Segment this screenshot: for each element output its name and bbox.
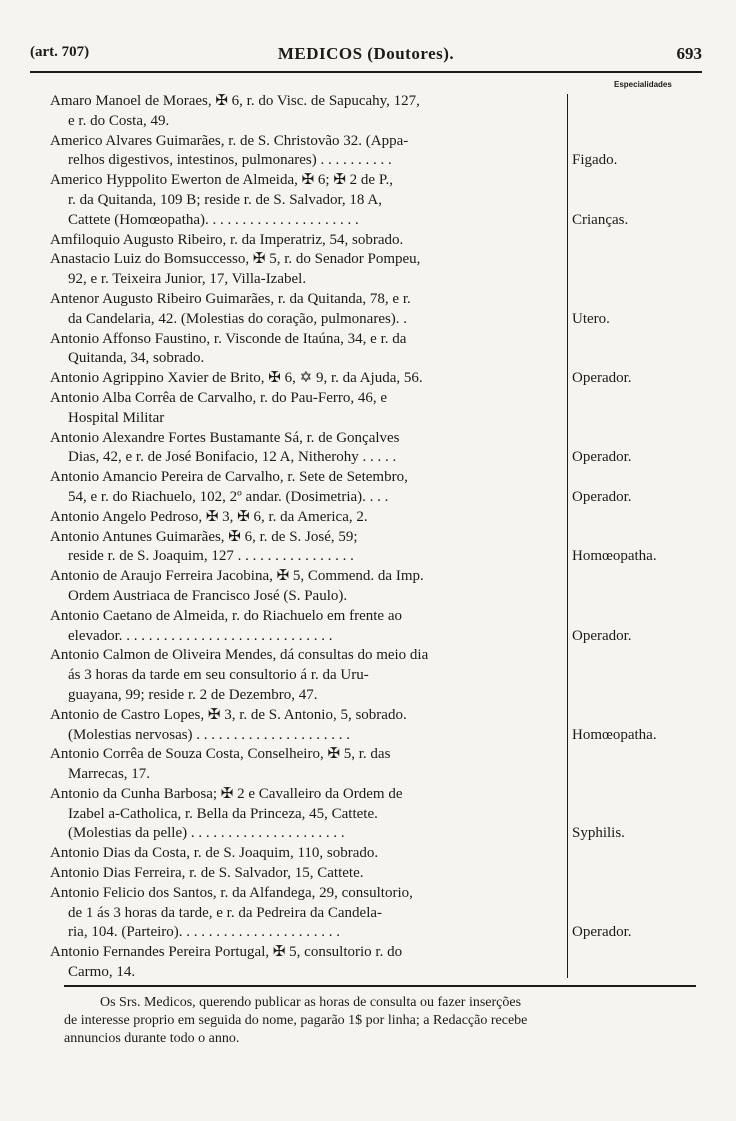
entry-specialty: Operador. [572, 627, 632, 644]
entry-text [50, 369, 566, 389]
page-number: 693 [676, 44, 702, 63]
entry-specialty: Operador. [572, 370, 632, 387]
directory-entry [50, 250, 710, 290]
entry-text [50, 844, 566, 864]
entry-line: Americo Alvares Guimarães, r. de S. Christovão 32. (Appa- [50, 132, 409, 149]
entry-text [50, 607, 566, 647]
directory-entry [50, 943, 710, 983]
directory-entry [50, 864, 710, 884]
entry-line: ás 3 horas da tarde em seu consultorio á r. da Uru- [68, 667, 369, 684]
entry-text [50, 330, 566, 370]
entry-line: Antonio Angelo Pedroso, ✠ 3, ✠ 6, r. da America, 2. [50, 508, 368, 525]
entry-line: Cattete (Homœopatha). . . . . . . . . . . . . . . . . . . . . [68, 211, 359, 228]
footer-note-line: de interesse proprio em seguida do nome, pagarão 1$ por linha; a Redacção recebe [64, 1013, 528, 1028]
entry-line: e r. do Costa, 49. [68, 112, 170, 129]
entry-line: Antonio Dias Ferreira, r. de S. Salvador, 15, Cattete. [50, 865, 364, 882]
entry-text [50, 884, 566, 943]
entry-line: Antonio Corrêa de Souza Costa, Conselheiro, ✠ 5, r. das [50, 746, 391, 763]
entry-text [50, 132, 566, 172]
entry-line: Izabel a-Catholica, r. Bella da Princeza, 45, Cattete. [68, 805, 378, 822]
entry-text [50, 745, 566, 785]
directory-entry [50, 646, 710, 705]
entry-line: Antonio da Cunha Barbosa; ✠ 2 e Cavalleiro da Ordem de [50, 785, 403, 802]
entry-text [50, 429, 566, 469]
page-header [30, 44, 702, 68]
entry-line: Amaro Manoel de Moraes, ✠ 6, r. do Visc. de Sapucahy, 127, [50, 93, 420, 109]
entry-specialty: Utero. [572, 310, 610, 327]
entry-line: 54, e r. do Riachuelo, 102, 2º andar. (Dosimetria). . . . [68, 488, 389, 505]
directory-entry [50, 171, 710, 230]
entry-text [50, 646, 566, 705]
entry-specialty: Homœopatha. [572, 726, 657, 743]
entry-text [50, 171, 566, 230]
directory-entry [50, 389, 710, 429]
entry-specialty: Syphilis. [572, 825, 625, 842]
entry-text [50, 528, 566, 568]
entry-text [50, 389, 566, 429]
entry-text [50, 864, 566, 884]
entry-specialty: Crianças. [572, 211, 629, 228]
entry-line: elevador. . . . . . . . . . . . . . . . . . . . . . . . . . . . . [68, 627, 333, 644]
article-reference: (art. 707) [30, 44, 90, 60]
entry-line: Antonio Dias da Costa, r. de S. Joaquim, 110, sobrado. [50, 845, 379, 862]
directory-entry [50, 132, 710, 172]
footer-note-line: annuncios durante todo o anno. [64, 1031, 240, 1046]
footer-note [64, 994, 704, 1048]
entry-specialty: Operador. [572, 488, 632, 505]
entry-line: de 1 ás 3 horas da tarde, e r. da Pedreira da Candela- [68, 904, 383, 921]
directory-entry [50, 92, 710, 132]
directory-entry [50, 567, 710, 607]
entry-line: Antonio Felicio dos Santos, r. da Alfandega, 29, consultorio, [50, 884, 413, 901]
entry-text [50, 231, 566, 251]
footer-rule [64, 985, 696, 987]
directory-entry [50, 607, 710, 647]
entry-line: Amfiloquio Augusto Ribeiro, r. da Imperatriz, 54, sobrado. [50, 231, 404, 248]
entry-text [50, 92, 566, 132]
entry-line: Americo Hyppolito Ewerton de Almeida, ✠ 6; ✠ 2 de P., [50, 172, 394, 189]
directory-entry [50, 844, 710, 864]
page-title: MEDICOS (Doutores). [277, 44, 455, 63]
directory-entry [50, 330, 710, 370]
entry-line: (Molestias da pelle) . . . . . . . . . . . . . . . . . . . . . [68, 825, 345, 842]
entry-line: Antonio Calmon de Oliveira Mendes, dá consultas do meio dia [50, 647, 429, 664]
entry-text [50, 943, 566, 983]
entry-line: Antonio de Castro Lopes, ✠ 3, r. de S. Antonio, 5, sobrado. [50, 706, 407, 723]
entry-line: Antonio Alexandre Fortes Bustamante Sá, r. de Gonçalves [50, 429, 400, 446]
entry-line: Hospital Militar [68, 409, 165, 426]
directory-entry [50, 884, 710, 943]
directory-entry [50, 231, 710, 251]
entry-text [50, 250, 566, 290]
entry-line: Antenor Augusto Ribeiro Guimarães, r. da Quitanda, 78, e r. [50, 290, 411, 307]
directory-entry [50, 290, 710, 330]
directory-entry [50, 468, 710, 508]
directory-entry [50, 785, 710, 844]
entry-specialty: Figado. [572, 152, 618, 169]
header-rule [30, 71, 702, 73]
entry-line: Antonio Agrippino Xavier de Brito, ✠ 6, ✡ 9, r. da Ajuda, 56. [50, 370, 423, 387]
entry-line: Dias, 42, e r. de José Bonifacio, 12 A, Nitherohy . . . . . [68, 449, 397, 466]
directory-entry [50, 528, 710, 568]
entry-text [50, 508, 566, 528]
specialties-column-header: Especialidades [614, 80, 672, 89]
entry-line: Antonio Alba Corrêa de Carvalho, r. do Pau-Ferro, 46, e [50, 389, 388, 406]
entry-line: r. da Quitanda, 109 B; reside r. de S. Salvador, 18 A, [68, 191, 382, 208]
entry-text [50, 290, 566, 330]
entry-line: ria, 104. (Parteiro). . . . . . . . . . . . . . . . . . . . . . [68, 924, 341, 941]
entry-text [50, 567, 566, 607]
entry-line: guayana, 99; reside r. 2 de Dezembro, 47. [68, 686, 318, 703]
entry-line: 92, e r. Teixeira Junior, 17, Villa-Izabel. [68, 271, 307, 288]
entry-text [50, 785, 566, 844]
entry-line: Quitanda, 34, sobrado. [68, 350, 205, 367]
entry-specialty: Homœopatha. [572, 548, 657, 565]
entry-line: Marrecas, 17. [68, 766, 151, 783]
entry-text [50, 468, 566, 508]
entry-line: Antonio Fernandes Pereira Portugal, ✠ 5, consultorio r. do [50, 944, 403, 961]
directory-entry [50, 429, 710, 469]
directory-entry [50, 369, 710, 389]
directory-entry [50, 706, 710, 746]
entry-line: da Candelaria, 42. (Molestias do coração, pulmonares). . [68, 310, 408, 327]
physician-list [50, 92, 710, 983]
entry-line: Antonio Affonso Faustino, r. Visconde de Itaúna, 34, e r. da [50, 330, 407, 347]
entry-line: reside r. de S. Joaquim, 127 . . . . . . . . . . . . . . . . [68, 548, 354, 565]
entry-line: Anastacio Luiz do Bomsuccesso, ✠ 5, r. do Senador Pompeu, [50, 251, 421, 268]
entry-line: (Molestias nervosas) . . . . . . . . . . . . . . . . . . . . . [68, 726, 351, 743]
footer-note-line: Os Srs. Medicos, querendo publicar as horas de consulta ou fazer inserções [100, 995, 522, 1010]
entry-text [50, 706, 566, 746]
entry-line: relhos digestivos, intestinos, pulmonares) . . . . . . . . . . [68, 152, 392, 169]
entry-specialty: Operador. [572, 449, 632, 466]
entry-line: Antonio Caetano de Almeida, r. do Riachuelo em frente ao [50, 607, 402, 624]
entry-line: Carmo, 14. [68, 964, 136, 981]
directory-entry [50, 508, 710, 528]
entry-line: Antonio Amancio Pereira de Carvalho, r. Sete de Setembro, [50, 469, 408, 486]
entry-line: Antonio Antunes Guimarães, ✠ 6, r. de S. José, 59; [50, 528, 358, 545]
entry-line: Antonio de Araujo Ferreira Jacobina, ✠ 5, Commend. da Imp. [50, 568, 424, 585]
entry-line: Ordem Austriaca de Francisco José (S. Paulo). [68, 587, 348, 604]
entry-specialty: Operador. [572, 924, 632, 941]
directory-entry [50, 745, 710, 785]
